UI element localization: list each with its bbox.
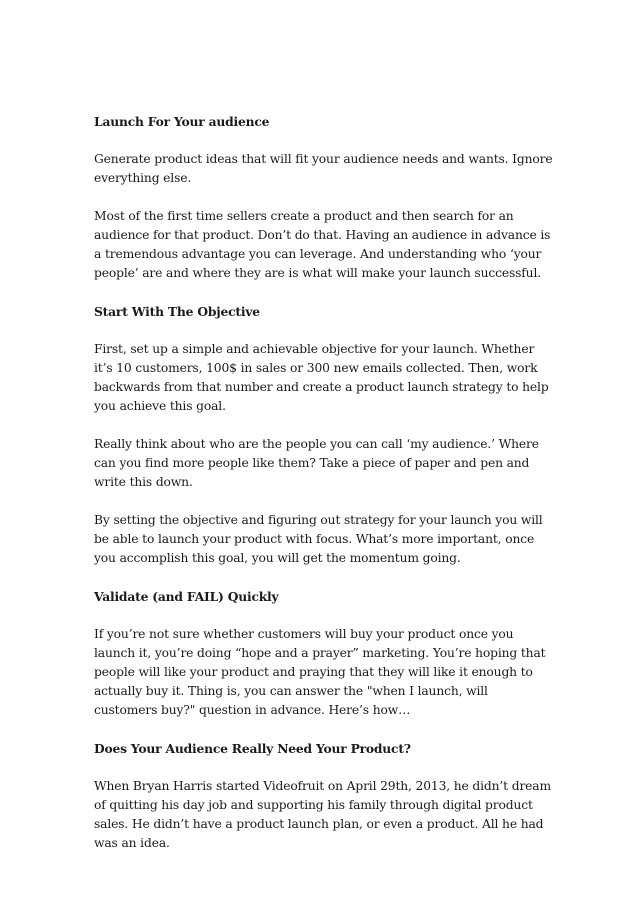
document-page bbox=[94, 112, 554, 872]
section-heading: Validate (and FAIL) Quickly bbox=[94, 589, 279, 604]
section-launch-for-audience bbox=[94, 112, 554, 283]
paragraph: First, set up a simple and achievable objective for your launch. Whether it’s 10 customers, 100$ in sales or 300 new emails collected. Then, work backwards from that number and create a product launch strategy to help you achieve this goal. bbox=[94, 342, 549, 413]
paragraph: Generate product ideas that will fit your audience needs and wants. Ignore everything else. bbox=[94, 152, 553, 185]
paragraph: Most of the first time sellers create a product and then search for an audience for that product. Don’t do that. Having an audience in advance is a tremendous advantage you can leverage. And understanding who ‘your people’ are and where they are is what will make your launch successful. bbox=[94, 209, 551, 280]
section-audience-need-product bbox=[94, 739, 554, 853]
section-heading: Launch For Your audience bbox=[94, 114, 270, 129]
section-heading: Does Your Audience Really Need Your Product? bbox=[94, 741, 411, 756]
paragraph: By setting the objective and figuring out strategy for your launch you will be able to launch your product with focus. What’s more important, once you accomplish this goal, you will get the momentum going. bbox=[94, 513, 543, 565]
section-start-with-objective bbox=[94, 302, 554, 568]
section-validate-quickly bbox=[94, 587, 554, 720]
paragraph: When Bryan Harris started Videofruit on April 29th, 2013, he didn’t dream of quitting his day job and supporting his family through digital product sales. He didn’t have a product launch plan, or even a product. All he had was an idea. bbox=[94, 779, 551, 850]
paragraph: Really think about who are the people you can call ‘my audience.’ Where can you find more people like them? Take a piece of paper and pen and write this down. bbox=[94, 437, 539, 489]
paragraph: If you’re not sure whether customers will buy your product once you launch it, you’re doing “hope and a prayer” marketing. You’re hoping that people will like your product and praying that they will like it enough to actually buy it. Thing is, you can answer the "when I launch, will customers buy?" question in advance. Here’s how… bbox=[94, 627, 546, 717]
section-heading: Start With The Objective bbox=[94, 304, 260, 319]
